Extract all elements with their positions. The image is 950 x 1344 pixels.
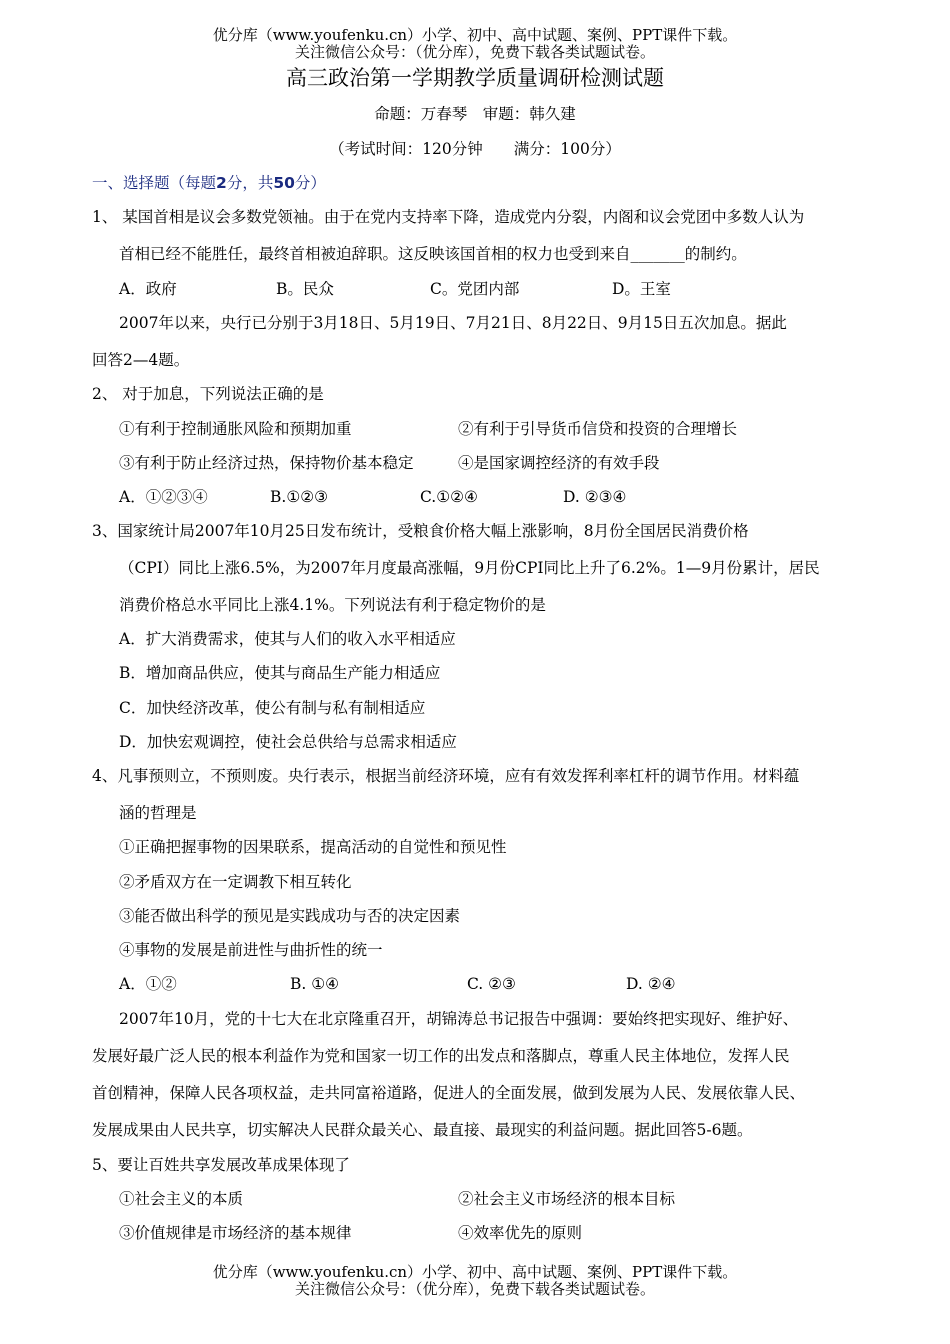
q4-stem-line-1: 4、凡事预则立，不预则废。央行表示，根据当前经济环境，应有有效发挥利率杠杆的调节作用。材料蕴 xyxy=(92,767,800,785)
material2-line-1: 2007年10月，党的十七大在北京隆重召开，胡锦涛总书记报告中强调：要始终把实现好、维护好、 xyxy=(119,1010,799,1028)
section-heading-tail: 分） xyxy=(294,174,326,192)
q3-option-d: D．加快宏观调控，使社会总供给与总需求相适应 xyxy=(119,733,457,751)
q2-option-a: A．①②③④ xyxy=(119,488,208,506)
q2-option-d: D. ②③④ xyxy=(563,488,627,506)
material2-line-2: 发展好最广泛人民的根本利益作为党和国家一切工作的出发点和落脚点，尊重人民主体地位，发挥人民 xyxy=(92,1047,790,1065)
exam-authors: 命题：万春琴 审题：韩久建 xyxy=(374,105,576,123)
section-heading-lead: 一、选择题（每题 xyxy=(92,174,217,192)
q1-stem-line-2: 首相已经不能胜任，最终首相被迫辞职。这反映该国首相的权力也受到来自_______的制约。 xyxy=(119,245,747,263)
section-heading-total: 50 xyxy=(273,174,295,192)
q3-stem-line-1: 3、国家统计局2007年10月25日发布统计，受粮食价格大幅上涨影响，8月份全国居民消费价格 xyxy=(92,522,749,540)
q3-option-b: B．增加商品供应，使其与商品生产能力相适应 xyxy=(119,664,441,682)
footer-line-2: 关注微信公众号：（优分库），免费下载各类试题试卷。 xyxy=(294,1280,655,1298)
q3-stem-line-2: （CPI）同比上涨6.5%，为2007年月度最高涨幅，9月份CPI同比上升了6.2%。1—9月份累计，居民 xyxy=(119,559,820,577)
q5-item-3: ③价值规律是市场经济的基本规律 xyxy=(119,1224,352,1242)
q5-stem: 5、要让百姓共享发展改革成果体现了 xyxy=(92,1156,350,1174)
material2-line-3: 首创精神，保障人民各项权益，走共同富裕道路，促进人的全面发展，做到发展为人民、发展依靠人民、 xyxy=(92,1084,806,1102)
q4-item-2: ②矛盾双方在一定调教下相互转化 xyxy=(119,873,352,891)
q3-option-c: C．加快经济改革，使公有制与私有制相适应 xyxy=(119,699,426,717)
q4-item-4: ④事物的发展是前进性与曲折性的统一 xyxy=(119,941,383,959)
section-heading-mid: 分，共 xyxy=(226,174,274,192)
q2-item-1: ①有利于控制通胀风险和预期加重 xyxy=(119,420,352,438)
q4-stem-line-2: 涵的哲理是 xyxy=(119,804,197,822)
q4-option-d: D. ②④ xyxy=(626,975,676,993)
material2-line-4: 发展成果由人民共享，切实解决人民群众最关心、最直接、最现实的利益问题。据此回答5-6题。 xyxy=(92,1121,753,1139)
footer-line-1: 优分库（www.youfenku.cn）小学、初中、高中试题、案例、PPT课件下载。 xyxy=(212,1263,738,1281)
header-line-1: 优分库（www.youfenku.cn）小学、初中、高中试题、案例、PPT课件下载。 xyxy=(212,26,738,44)
material1-line-2: 回答2—4题。 xyxy=(92,351,190,369)
q1-option-c: C。党团内部 xyxy=(430,280,520,298)
q5-item-4: ④效率优先的原则 xyxy=(458,1224,583,1242)
q5-item-2: ②社会主义市场经济的根本目标 xyxy=(458,1190,676,1208)
exam-info: （考试时间：120分钟 满分：100分） xyxy=(329,140,621,158)
material1-line-1: 2007年以来，央行已分别于3月18日、5月19日、7月21日、8月22日、9月15日五次加息。据此 xyxy=(119,314,787,332)
section-heading-points: 2 xyxy=(216,174,227,192)
q2-option-b: B.①②③ xyxy=(270,488,329,506)
q3-option-a: A．扩大消费需求，使其与人们的收入水平相适应 xyxy=(119,630,456,648)
q2-item-2: ②有利于引导货币信贷和投资的合理增长 xyxy=(458,420,738,438)
section-heading xyxy=(92,174,326,192)
exam-title: 高三政治第一学期教学质量调研检测试题 xyxy=(286,66,664,90)
q4-option-c: C. ②③ xyxy=(467,975,516,993)
q1-stem-line-1: 1、 某国首相是议会多数党领袖。由于在党内支持率下降，造成党内分裂，内阁和议会党团中多数人认为 xyxy=(92,208,805,226)
q3-stem-line-3: 消费价格总水平同比上涨4.1%。下列说法有利于稳定物价的是 xyxy=(119,596,546,614)
q1-option-d: D。王室 xyxy=(612,280,671,298)
q4-option-b: B. ①④ xyxy=(290,975,340,993)
q1-option-a: A．政府 xyxy=(119,280,177,298)
q1-option-b: B。民众 xyxy=(276,280,334,298)
q4-item-1: ①正确把握事物的因果联系，提高活动的自觉性和预见性 xyxy=(119,838,507,856)
q5-item-1: ①社会主义的本质 xyxy=(119,1190,244,1208)
q2-item-3: ③有利于防止经济过热，保持物价基本稳定 xyxy=(119,454,414,472)
header-line-2: 关注微信公众号：（优分库），免费下载各类试题试卷。 xyxy=(294,43,655,61)
q2-option-c: C.①②④ xyxy=(420,488,478,506)
q2-item-4: ④是国家调控经济的有效手段 xyxy=(458,454,660,472)
q2-stem: 2、 对于加息，下列说法正确的是 xyxy=(92,385,324,403)
q4-item-3: ③能否做出科学的预见是实践成功与否的决定因素 xyxy=(119,907,461,925)
q4-option-a: A．①② xyxy=(119,975,177,993)
